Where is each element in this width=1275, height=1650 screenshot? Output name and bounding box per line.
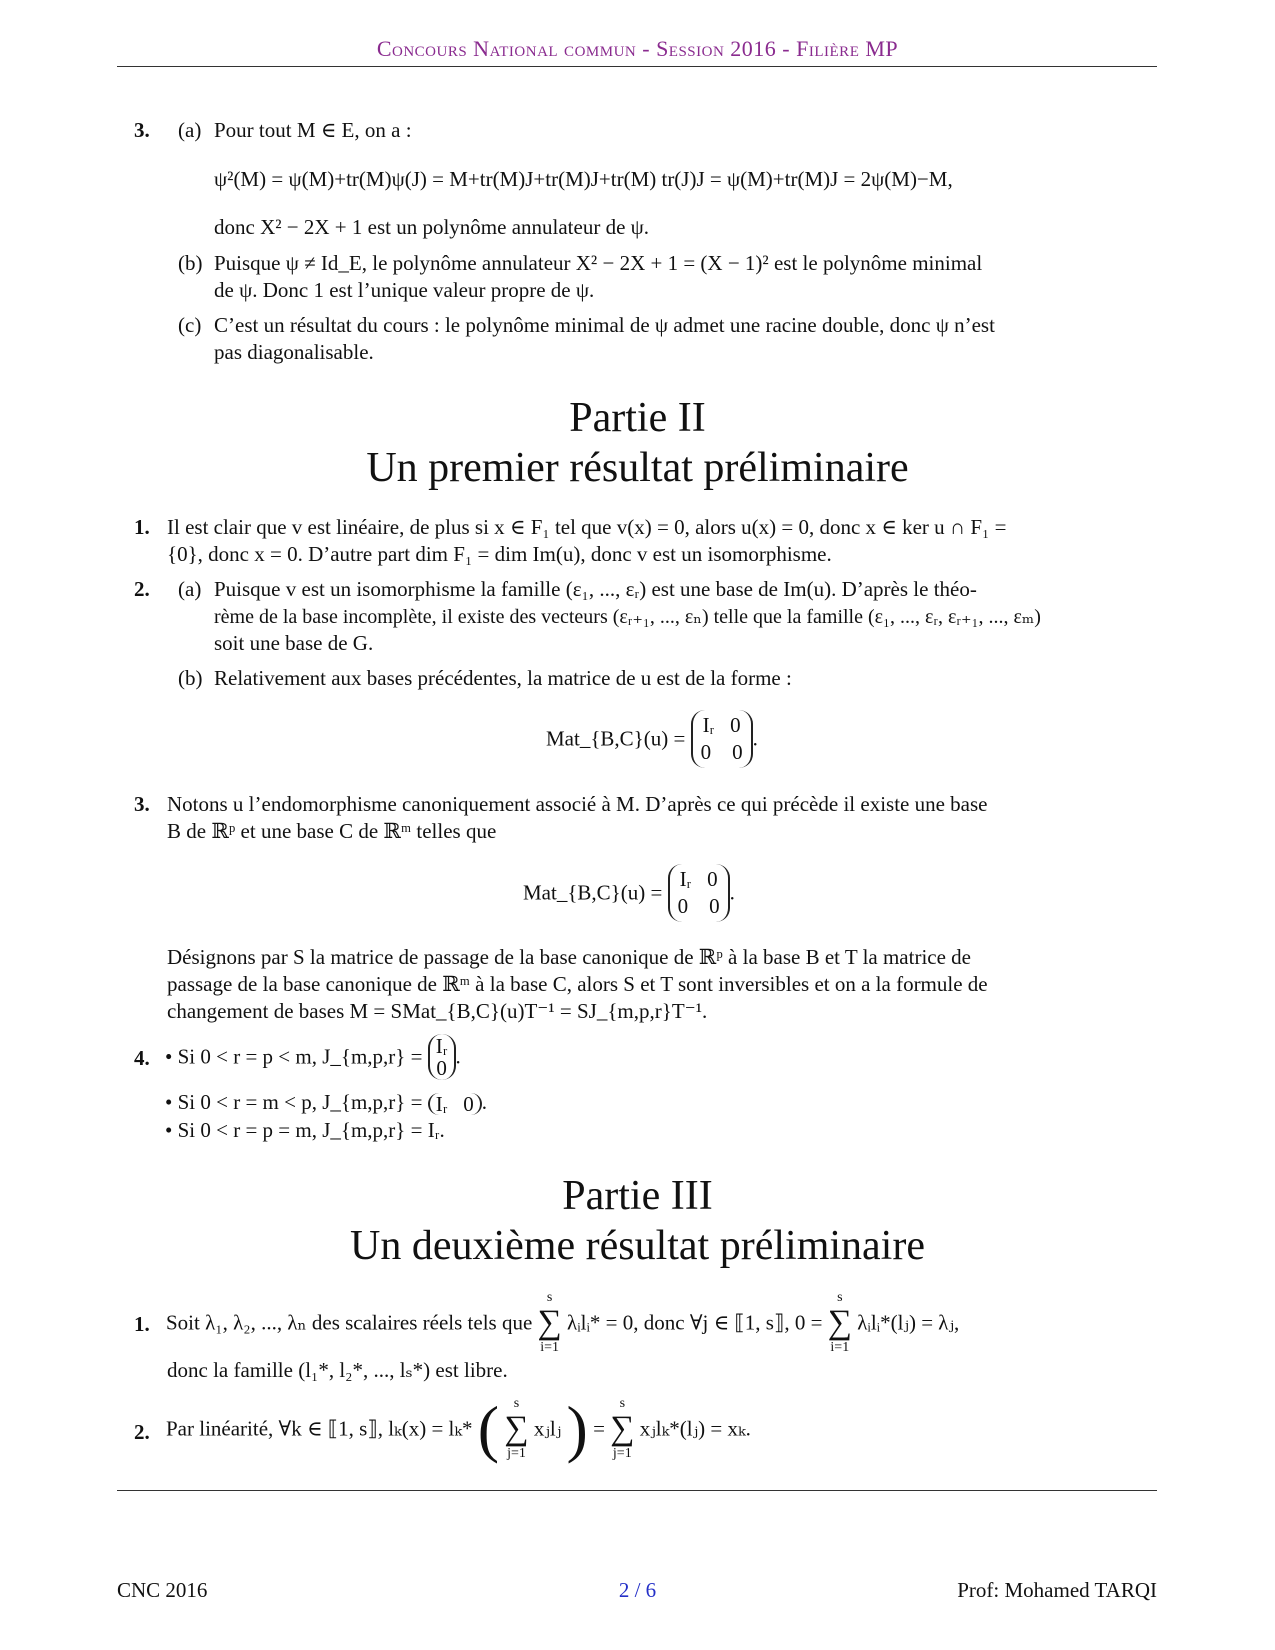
formula-end: . bbox=[752, 726, 758, 751]
matrix-cell: Iᵣ bbox=[435, 1034, 448, 1058]
matrix-lhs: Mat_{B,C}(u) = bbox=[546, 726, 686, 751]
sum-symbol bbox=[828, 1290, 852, 1356]
sum-upper-bound: s bbox=[513, 1396, 520, 1411]
section-subtitle: Un deuxième résultat préliminaire bbox=[350, 1223, 925, 1269]
block-matrix bbox=[668, 864, 730, 922]
matrix-cell: Iᵣ bbox=[679, 867, 692, 891]
paragraph-line: Désignons par S la matrice de passage de la base canonique de ℝᵖ à la base B et T la matrice de bbox=[167, 945, 971, 969]
equation-text: xⱼlₖ*(lⱼ) = xₖ. bbox=[639, 1416, 751, 1441]
question-number: 2. bbox=[134, 1420, 150, 1444]
column-matrix bbox=[428, 1034, 456, 1080]
paragraph-line: de ψ. Donc 1 est l’unique valeur propre de ψ. bbox=[214, 278, 595, 302]
sum-symbol bbox=[504, 1396, 528, 1462]
paragraph-line: pas diagonalisable. bbox=[214, 340, 374, 364]
formula-end: . bbox=[729, 880, 735, 905]
sum-lower-bound: i=1 bbox=[540, 1340, 560, 1355]
paragraph-line: {0}, donc x = 0. D’autre part dim F₁ = dim Im(u), donc v est un isomorphisme. bbox=[167, 542, 832, 566]
case-text: • Si 0 < r = p < m, J_{m,p,r} = bbox=[165, 1044, 423, 1069]
display-matrix-equation bbox=[523, 864, 735, 922]
question-number: 4. bbox=[134, 1046, 150, 1070]
footer-author: Prof: Mohamed TARQI bbox=[957, 1578, 1157, 1602]
display-formula: ψ²(M) = ψ(M)+tr(M)ψ(J) = M+tr(M)J+tr(M)J+tr(M) tr(J)J = ψ(M)+tr(M)J = 2ψ(M)−M, bbox=[214, 167, 953, 191]
sum-upper-bound: s bbox=[546, 1290, 553, 1305]
paragraph-line: Puisque ψ ≠ Id_E, le polynôme annulateur X² − 2X + 1 = (X − 1)² est le polynôme minimal bbox=[214, 251, 983, 275]
matrix-cell: 0 bbox=[709, 894, 720, 918]
equation-text: λᵢlᵢ* = 0, donc ∀j ∈ ⟦1, s⟧, 0 = bbox=[567, 1310, 823, 1335]
matrix-cell: Iᵣ bbox=[435, 1092, 448, 1117]
equation-text: = bbox=[593, 1416, 605, 1441]
paragraph-line: C’est un résultat du cours : le polynôme minimal de ψ admet une racine double, donc ψ n’est bbox=[214, 313, 995, 337]
question-number: 3. bbox=[134, 792, 150, 816]
formula-end: . bbox=[481, 1090, 488, 1114]
equation-text: xⱼlⱼ bbox=[533, 1416, 562, 1441]
paragraph-line: Pour tout M ∈ E, on a : bbox=[214, 118, 412, 142]
item-label: (b) bbox=[178, 251, 203, 275]
case-line: • Si 0 < r = p = m, J_{m,p,r} = Iᵣ. bbox=[165, 1118, 445, 1142]
sum-upper-bound: s bbox=[619, 1396, 626, 1411]
sigma-glyph: ∑ bbox=[610, 1410, 635, 1447]
paragraph-line: donc X² − 2X + 1 est un polynôme annulateur de ψ. bbox=[214, 215, 650, 239]
running-header: Concours National commun - Session 2016 - Filière MP bbox=[376, 36, 899, 61]
paragraph-line: Relativement aux bases précédentes, la matrice de u est de la forme : bbox=[214, 666, 792, 690]
paragraph-line: B de ℝᵖ et une base C de ℝᵐ telles que bbox=[167, 819, 497, 843]
section-title: Partie III bbox=[562, 1173, 713, 1219]
section-subtitle: Un premier résultat préliminaire bbox=[366, 445, 909, 491]
matrix-cell: 0 bbox=[436, 1056, 447, 1080]
sum-equation-line bbox=[166, 1392, 751, 1466]
equation-text: Par linéarité, ∀k ∈ ⟦1, s⟧, lₖ(x) = lₖ* bbox=[166, 1416, 473, 1441]
paragraph-line: rème de la base incomplète, il existe des vecteurs (εᵣ₊₁, ..., εₙ) telle que la famille (ε₁, ..., εᵣ, εᵣ₊₁, ..., εₘ) bbox=[214, 606, 1041, 628]
left-paren: ( bbox=[477, 1393, 500, 1464]
paragraph-line: passage de la base canonique de ℝᵐ à la base C, alors S et T sont inversibles et on a la formule de bbox=[167, 972, 988, 996]
question-number: 1. bbox=[134, 515, 150, 539]
matrix-cell: 0 bbox=[730, 713, 741, 737]
sum-symbol bbox=[538, 1290, 562, 1356]
item-label: (b) bbox=[178, 666, 203, 690]
matrix-cell: Iᵣ bbox=[702, 713, 715, 737]
paragraph-line: Notons u l’endomorphisme canoniquement associé à M. D’après ce qui précède il existe une base bbox=[167, 792, 988, 816]
case-line bbox=[165, 1034, 461, 1080]
sum-upper-bound: s bbox=[837, 1290, 843, 1305]
sum-lower-bound: j=1 bbox=[507, 1446, 526, 1461]
sigma-glyph: ∑ bbox=[537, 1304, 562, 1341]
paragraph-line: changement de bases M = SMat_{B,C}(u)T⁻¹ = SJ_{m,p,r}T⁻¹. bbox=[167, 999, 708, 1023]
item-label: (c) bbox=[178, 313, 202, 337]
paragraph-line: soit une base de G. bbox=[214, 631, 374, 655]
paragraph-line: donc la famille (l₁*, l₂*, ..., lₛ*) est libre. bbox=[167, 1358, 508, 1382]
display-matrix-equation bbox=[546, 710, 758, 768]
sum-lower-bound: j=1 bbox=[612, 1446, 632, 1461]
sigma-glyph: ∑ bbox=[504, 1410, 529, 1447]
item-label: (a) bbox=[178, 577, 202, 601]
question-number: 2. bbox=[134, 577, 150, 601]
case-text: • Si 0 < r = m < p, J_{m,p,r} = bbox=[165, 1090, 423, 1114]
matrix-cell: 0 bbox=[677, 894, 689, 918]
paragraph-line: Il est clair que v est linéaire, de plus si x ∈ F₁ tel que v(x) = 0, alors u(x) = 0, donc x ∈ ker u ∩ F₁ = bbox=[167, 515, 1007, 539]
sum-lower-bound: i=1 bbox=[830, 1340, 850, 1355]
footer-rule bbox=[117, 1490, 1157, 1491]
section-title: Partie II bbox=[569, 395, 706, 441]
question-number: 1. bbox=[134, 1312, 150, 1336]
page-number[interactable]: 2 / 6 bbox=[618, 1578, 657, 1602]
sigma-glyph: ∑ bbox=[827, 1304, 852, 1341]
matrix-cell: 0 bbox=[707, 867, 718, 891]
block-matrix bbox=[691, 710, 753, 768]
row-matrix bbox=[428, 1093, 482, 1115]
matrix-cell: 0 bbox=[700, 740, 712, 764]
matrix-cell: 0 bbox=[463, 1092, 474, 1117]
paragraph-line: Puisque v est un isomorphisme la famille (ε₁, ..., εᵣ) est une base de Im(u). D’après le théo- bbox=[214, 577, 977, 601]
footer-left: CNC 2016 bbox=[117, 1578, 208, 1602]
matrix-lhs: Mat_{B,C}(u) = bbox=[523, 880, 663, 905]
matrix-cell: 0 bbox=[732, 740, 743, 764]
equation-text: Soit λ₁, λ₂, ..., λₙ des scalaires réels tels que bbox=[166, 1310, 533, 1335]
header-rule bbox=[117, 66, 1157, 67]
equation-text: λᵢlᵢ*(lⱼ) = λⱼ, bbox=[857, 1310, 960, 1335]
formula-end: . bbox=[455, 1044, 461, 1069]
right-paren: ) bbox=[566, 1393, 588, 1464]
sum-equation-line bbox=[166, 1290, 959, 1356]
question-number: 3. bbox=[134, 118, 150, 142]
item-label: (a) bbox=[178, 118, 202, 142]
sum-symbol bbox=[610, 1396, 634, 1462]
case-line bbox=[165, 1090, 487, 1115]
